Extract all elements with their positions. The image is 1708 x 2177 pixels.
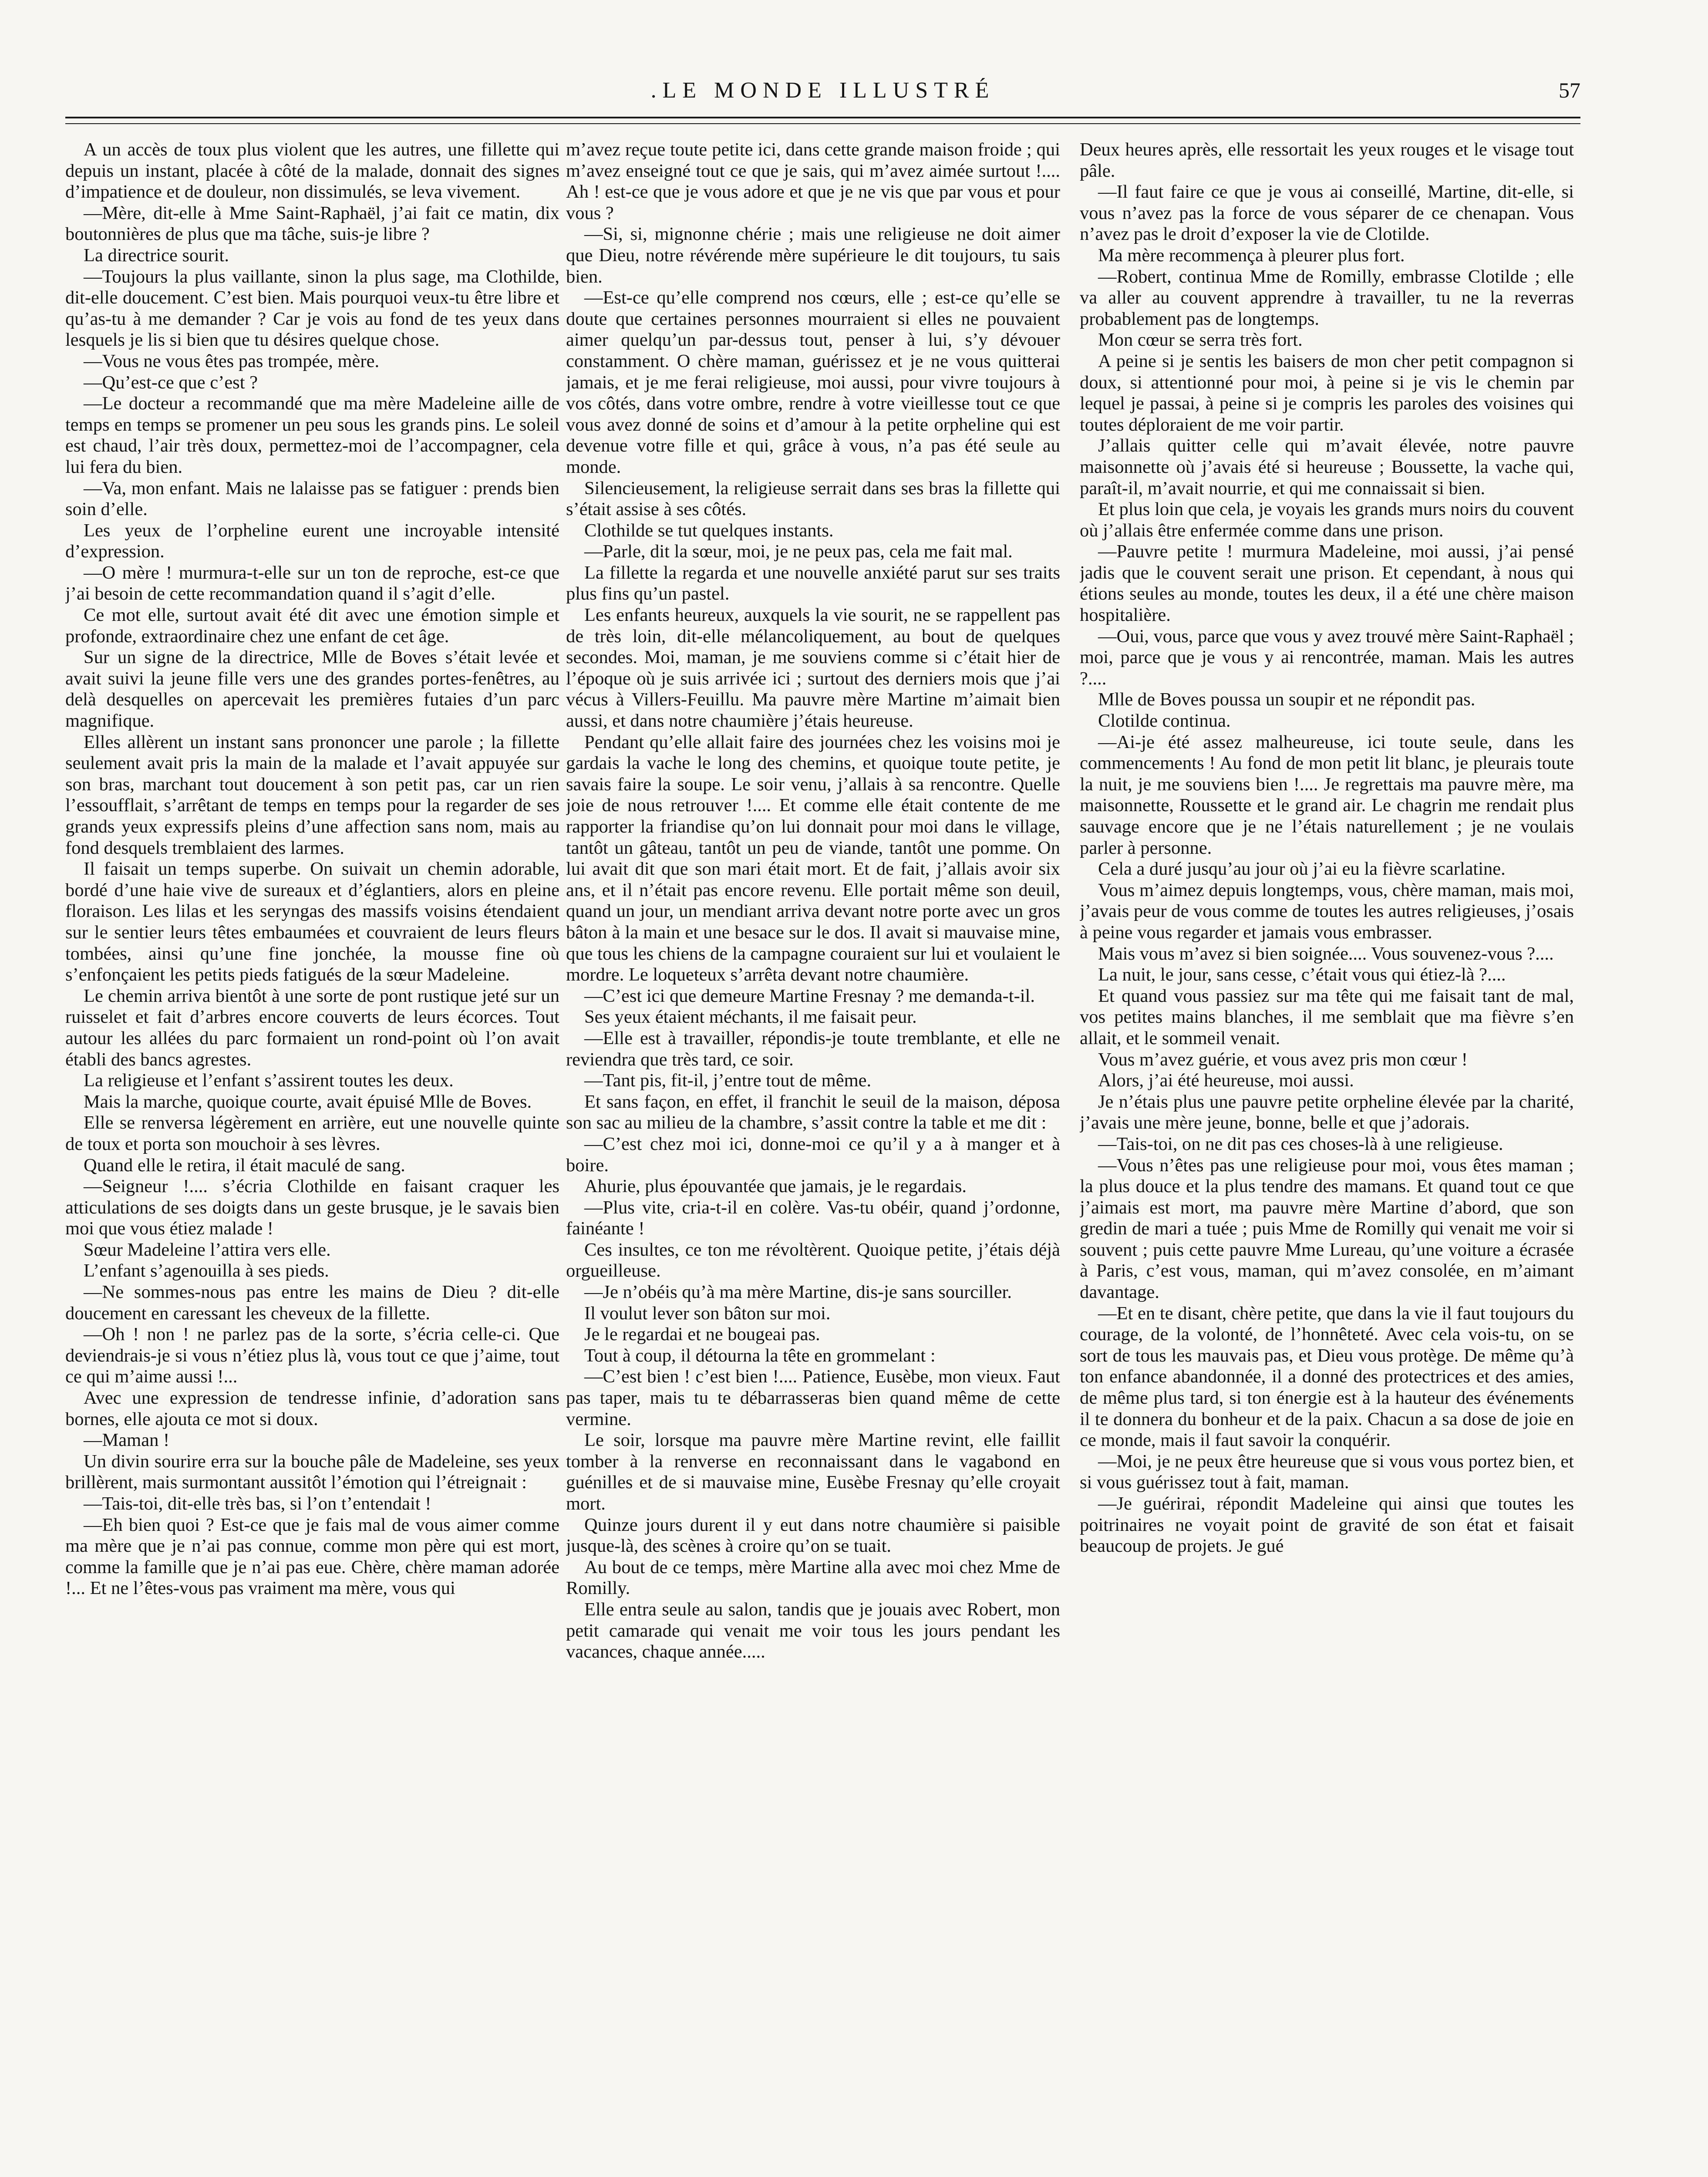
- paragraph: L’enfant s’agenouilla à ses pieds.: [84, 1260, 329, 1281]
- paragraph: Deux heures après, elle ressortait les yeux rouges et le visage tout pâle.: [1080, 139, 1574, 181]
- paragraph: —C’est ici que demeure Martine Fresnay ? me demanda-t-il.: [584, 985, 1035, 1006]
- paragraph: Vous m’avez guérie, et vous avez pris mon cœur !: [1098, 1049, 1468, 1070]
- paragraph: Ces insultes, ce ton me révoltèrent. Quoique petite, j’étais déjà orgueilleuse.: [566, 1239, 1060, 1281]
- page-number: 57: [1559, 78, 1580, 102]
- paragraph: Mais la marche, quoique courte, avait épuisé Mlle de Boves.: [84, 1091, 532, 1112]
- paragraph: —Toujours la plus vaillante, sinon la plus sage, ma Clothilde, dit-elle doucement. C’est bien. Mais pourquoi veux-tu être libre et qu’as-tu à me demander ? Car je vois au fond de tes yeux dans lesquels je lis si bien que tu désires quelque chose.: [65, 266, 559, 350]
- paragraph: —Je n’obéis qu’à ma mère Martine, dis-je sans sourciller.: [584, 1282, 1012, 1303]
- paragraph: Sur un signe de la directrice, Mlle de Boves s’était levée et avait suivi la jeune fille vers une des grandes portes-fenêtres, au delà desquelles on apercevait les premières futaies d’un parc magnifique.: [65, 647, 559, 731]
- paragraph: Sœur Madeleine l’attira vers elle.: [84, 1239, 331, 1260]
- paragraph: —Parle, dit la sœur, moi, je ne peux pas, cela me fait mal.: [584, 541, 1013, 562]
- paragraph: —Eh bien quoi ? Est-ce que je fais mal de vous aimer comme ma mère que je n’ai pas connue, comme mon père qui est mort, comme la famille que je n’ai pas eue. Chère, chère maman adorée !... Et ne l’êtes-vous pas vraiment ma mère, vous qui: [65, 1514, 559, 1599]
- paragraph: —Est-ce qu’elle comprend nos cœurs, elle ; est-ce qu’elle se doute que certaines personnes mourraient si elles ne pouvaient aimer quelqu’un par-dessus tout, penser à lui, s’y dévouer constamment. O chère maman, guérissez et je ne vous quitterai jamais, et je me ferai religieuse, moi aussi, pour vivre toujours à vos côtés, dans votre ombre, rendre à votre vieillesse tout ce que vous avez donné de soins et d’amour à la petite orpheline qui est devenue votre fille et qui, grâce à vous, n’a pas été seule au monde.: [566, 287, 1060, 477]
- paragraph: Ahurie, plus épouvantée que jamais, je le regardais.: [584, 1176, 967, 1197]
- paragraph: Ce mot elle, surtout avait été dit avec une émotion simple et profonde, extraordinaire chez une enfant de cet âge.: [65, 605, 559, 647]
- paragraph: —Il faut faire ce que je vous ai conseillé, Martine, dit-elle, si vous n’avez pas la force de vous séparer de ce chenapan. Vous n’avez pas le droit d’exposer la vie de Clotilde.: [1080, 182, 1574, 245]
- paragraph: Tout à coup, il détourna la tête en grommelant :: [584, 1345, 936, 1366]
- paragraph: —Ne sommes-nous pas entre les mains de Dieu ? dit-elle doucement en caressant les cheveux de la fillette.: [65, 1282, 559, 1324]
- paragraph: Avec une expression de tendresse infinie, d’adoration sans bornes, elle ajouta ce mot si doux.: [65, 1388, 559, 1429]
- paragraph: La religieuse et l’enfant s’assirent toutes les deux.: [84, 1070, 454, 1091]
- paragraph: —C’est bien ! c’est bien !.... Patience, Eusèbe, mon vieux. Faut pas taper, mais tu te débarrasseras bien quand même de cette vermine.: [566, 1366, 1060, 1429]
- paragraph: —Le docteur a recommandé que ma mère Madeleine aille de temps en temps se promener un peu sous les grands pins. Le soleil est chaud, l’air très doux, permettez-moi de l’accompagner, cela lui fera du bien.: [65, 393, 559, 477]
- paragraph: Elles allèrent un instant sans prononcer une parole ; la fillette seulement avait pris la main de la malade et l’avait appuyée sur son bras, marchant tout doucement à son petit pas, car un rien l’essoufflait, s’arrêtant de temps en temps pour la regarder de ses grands yeux expressifs pleins d’une affection sans nom, mais au fond desquels tremblaient des larmes.: [65, 731, 559, 858]
- paragraph: Alors, j’ai été heureuse, moi aussi.: [1098, 1070, 1354, 1091]
- paragraph: —Vous n’êtes pas une religieuse pour moi, vous êtes maman ; la plus douce et la plus tendre des mamans. Et quand tout ce que j’aimais est mort, ma pauvre mère Martine d’abord, que son gredin de mari a tuée ; puis Mme de Romilly qui venait me voir si souvent ; puis cette pauvre Mme Lureau, qu’une voiture a écrasée à Paris, c’est vous, maman, qui m’avez consolée, en m’aimant davantage.: [1080, 1155, 1574, 1303]
- paragraph: —Pauvre petite ! murmura Madeleine, moi aussi, j’ai pensé jadis que le couvent serait une prison. Et cependant, à nous qui étions seules au monde, toutes les deux, il a été une chère maison hospitalière.: [1080, 541, 1574, 626]
- paragraph: —Ai-je été assez malheureuse, ici toute seule, dans les commencements ! Au fond de mon petit lit blanc, je pleurais toute la nuit, je me souviens bien !.... Je regrettais ma pauvre mère, ma maisonnette, Roussette et le grand air. Le chagrin me rendait plus sauvage encore que je ne l’étais naturellement ; je ne voulais parler à personne.: [1080, 731, 1574, 858]
- paragraph: Silencieusement, la religieuse serrait dans ses bras la fillette qui s’était assise à ses côtés.: [566, 478, 1060, 520]
- journal-title: .LE MONDE ILLUSTRÉ: [650, 78, 995, 103]
- paragraph: —Mère, dit-elle à Mme Saint-Raphaël, j’ai fait ce matin, dix boutonnières de plus que ma tâche, suis-je libre ?: [65, 202, 559, 245]
- paragraph: Mais vous m’avez si bien soignée.... Vous souvenez-vous ?....: [1098, 943, 1554, 964]
- paragraph: —Je guérirai, répondit Madeleine qui ainsi que toutes les poitrinaires ne voyait point de gravité de son état et faisait beaucoup de projets. Je gué: [1080, 1493, 1574, 1557]
- paragraph: Les enfants heureux, auxquels la vie sourit, ne se rappellent pas de très loin, dit-elle mélancoliquement, au bout de quelques secondes. Moi, maman, je me souviens comme si c’était hier de l’époque où je suis arrivée ici ; surtout des derniers mois que j’ai vécus à Villers-Feuillu. Ma pauvre mère Martine m’aimait bien aussi, et dans notre chaumière j’étais heureuse.: [566, 605, 1060, 731]
- paragraph: —Si, si, mignonne chérie ; mais une religieuse ne doit aimer que Dieu, notre révérende mère supérieure le dit toujours, tu sais bien.: [566, 224, 1060, 287]
- paragraph: —Et en te disant, chère petite, que dans la vie il faut toujours du courage, de la volonté, de l’honnêteté. Avec cela vois-tu, on se sort de tous les mauvais pas, et Dieu vous protège. De même qu’à ton enfance abandonnée, il a donné des protectrices et des amies, de même plus tard, si ton énergie est à la hauteur des événements il te donnera du bonheur et de la paix. Chacun a sa dose de joie en ce monde, mais il faut savoir la conquérir.: [1080, 1303, 1574, 1451]
- paragraph: —Tant pis, fit-il, j’entre tout de même.: [584, 1070, 872, 1091]
- paragraph: Mlle de Boves poussa un soupir et ne répondit pas.: [1098, 689, 1476, 710]
- paragraph: m’avez reçue toute petite ici, dans cette grande maison froide ; qui m’avez enseigné tout ce que je sais, qui m’avez aimée surtout !.... Ah ! est-ce que je vous adore et que je ne vis que par vous et pour vous ?: [566, 139, 1060, 223]
- paragraph: —Seigneur !.... s’écria Clothilde en faisant craquer les atticulations de ses doigts dans un geste brusque, je le savais bien moi que vous étiez malade !: [65, 1176, 559, 1239]
- paragraph: —Tais-toi, on ne dit pas ces choses-là à une religieuse.: [1098, 1133, 1503, 1154]
- paragraph: —O mère ! murmura-t-elle sur un ton de reproche, est-ce que j’ai besoin de cette recommandation quand il s’agit d’elle.: [65, 562, 559, 604]
- paragraph: A un accès de toux plus violent que les autres, une fillette qui depuis un instant, placée à côté de la malade, donnait des signes d’impatience et de douleur, non dissimulés, se leva vivement.: [65, 139, 559, 202]
- paragraph: Vous m’aimez depuis longtemps, vous, chère maman, mais moi, j’avais peur de vous comme de toutes les autres religieuses, j’osais à peine vous regarder et jamais vous embrasser.: [1080, 880, 1574, 943]
- paragraph: Il voulut lever son bâton sur moi.: [584, 1303, 831, 1324]
- paragraph: La directrice sourit.: [84, 245, 229, 266]
- paragraph: Ses yeux étaient méchants, il me faisait peur.: [584, 1007, 917, 1028]
- paragraph: Et sans façon, en effet, il franchit le seuil de la maison, déposa son sac au milieu de la chambre, s’assit contre la table et me dit :: [566, 1091, 1060, 1133]
- paragraph: Cela a duré jusqu’au jour où j’ai eu la fièvre scarlatine.: [1098, 859, 1506, 880]
- paragraph: —Maman !: [84, 1430, 170, 1451]
- text-column-1: [65, 139, 559, 2177]
- paragraph: Ma mère recommença à pleurer plus fort.: [1098, 245, 1405, 266]
- header-rule-thick: [65, 117, 1580, 118]
- paragraph: Le soir, lorsque ma pauvre mère Martine revint, elle faillit tomber à la renverse en reconnaissant dans le vagabond en guénilles et de si mauvaise mine, Eusèbe Fresnay qu’elle croyait mort.: [566, 1430, 1060, 1514]
- paragraph: —Tais-toi, dit-elle très bas, si l’on t’entendait !: [84, 1493, 431, 1514]
- paragraph: —Robert, continua Mme de Romilly, embrasse Clotilde ; elle va aller au couvent apprendre à travailler, tu ne la reverras probablement pas de longtemps.: [1080, 266, 1574, 329]
- paragraph: A peine si je sentis les baisers de mon cher petit compagnon si doux, si attentionné pour moi, à peine si je vis le chemin par lequel je passai, à peine si je compris les paroles des voisines qui toutes déploraient de me voir partir.: [1080, 350, 1574, 435]
- paragraph: —Plus vite, cria-t-il en colère. Vas-tu obéir, quand j’ordonne, fainéante !: [566, 1197, 1060, 1239]
- header-rule-thin: [65, 123, 1580, 124]
- paragraph: Le chemin arriva bientôt à une sorte de pont rustique jeté sur un ruisselet et fait d’arbres encore couverts de leurs écorces. Tout autour les allées du parc formaient un rond-point où l’on avait établi des bancs agrestes.: [65, 985, 559, 1070]
- paragraph: Elle entra seule au salon, tandis que je jouais avec Robert, mon petit camarade qui venait me voir tous les jours pendant les vacances, chaque année.....: [566, 1599, 1060, 1662]
- text-column-2: [566, 139, 1060, 2177]
- paragraph: Clotilde continua.: [1098, 711, 1231, 731]
- paragraph: —C’est chez moi ici, donne-moi ce qu’il y a à manger et à boire.: [566, 1133, 1060, 1176]
- paragraph: Au bout de ce temps, mère Martine alla avec moi chez Mme de Romilly.: [566, 1557, 1060, 1599]
- paragraph: La fillette la regarda et une nouvelle anxiété parut sur ses traits plus fins qu’un pastel.: [566, 562, 1060, 604]
- paragraph: La nuit, le jour, sans cesse, c’était vous qui étiez-là ?....: [1098, 964, 1506, 985]
- paragraph: Elle se renversa légèrement en arrière, eut une nouvelle quinte de toux et porta son mouchoir à ses lèvres.: [65, 1112, 559, 1154]
- paragraph: Mon cœur se serra très fort.: [1098, 330, 1303, 350]
- paragraph: —Qu’est-ce que c’est ?: [84, 372, 258, 393]
- paragraph: Je n’étais plus une pauvre petite orpheline élevée par la charité, j’avais une mère jeune, bonne, belle et que j’adorais.: [1080, 1091, 1574, 1133]
- paragraph: Et plus loin que cela, je voyais les grands murs noirs du couvent où j’allais être enfermée comme dans une prison.: [1080, 499, 1574, 541]
- paragraph: Quinze jours durent il y eut dans notre chaumière si paisible jusque-là, des scènes à croire qu’on se tuait.: [566, 1514, 1060, 1557]
- text-column-3: [1080, 139, 1574, 2177]
- paragraph: Il faisait un temps superbe. On suivait un chemin adorable, bordé d’une haie vive de sureaux et d’églantiers, alors en pleine floraison. Les lilas et les seryngas des massifs voisins étendaient sur le sentier leurs têtes embaumées et couvraient de leurs fleurs tombées, ainsi qu’une fine jonchée, la mousse fine où s’enfonçaient les petits pieds fatigués de la sœur Madeleine.: [65, 859, 559, 985]
- paragraph: —Vous ne vous êtes pas trompée, mère.: [84, 350, 380, 371]
- paragraph: —Oh ! non ! ne parlez pas de la sorte, s’écria celle-ci. Que deviendrais-je si vous n’étiez plus là, vous tout ce que j’aime, tout ce qui m’aime aussi !...: [65, 1324, 559, 1387]
- paragraph: Un divin sourire erra sur la bouche pâle de Madeleine, ses yeux brillèrent, mais surmontant aussitôt l’émotion qui l’étreignait :: [65, 1451, 559, 1493]
- masthead: [65, 78, 1580, 112]
- paragraph: —Oui, vous, parce que vous y avez trouvé mère Saint-Raphaël ; moi, parce que je vous y ai rencontrée, maman. Mais les autres ?....: [1080, 626, 1574, 689]
- paragraph: —Elle est à travailler, répondis-je toute tremblante, et elle ne reviendra que très tard, ce soir.: [566, 1028, 1060, 1070]
- paragraph: —Moi, je ne peux être heureuse que si vous vous portez bien, et si vous guérissez tout à fait, maman.: [1080, 1451, 1574, 1493]
- paragraph: Quand elle le retira, il était maculé de sang.: [84, 1155, 405, 1176]
- paragraph: Je le regardai et ne bougeai pas.: [584, 1324, 820, 1345]
- paragraph: J’allais quitter celle qui m’avait élevée, notre pauvre maisonnette où j’avais été si heureuse ; Boussette, la vache qui, paraît-il, m’avait nourrie, et qui me connaissait si bien.: [1080, 435, 1574, 499]
- paragraph: Clothilde se tut quelques instants.: [584, 520, 834, 541]
- paragraph: Les yeux de l’orpheline eurent une incroyable intensité d’expression.: [65, 520, 559, 562]
- paragraph: Pendant qu’elle allait faire des journées chez les voisins moi je gardais la vache le long des chemins, et quoique toute petite, je savais faire la soupe. Le soir venu, j’allais à sa rencontre. Quelle joie de nous retrouver !.... Et comme elle était contente de me rapporter la friandise qu’on lui donnait pour moi dans le village, tantôt un gâteau, tantôt un peu de viande, tantôt une pomme. On lui avait dit que son mari était mort. Et de fait, j’allais avoir six ans, et il n’était pas encore revenu. Elle portait même son deuil, quand un jour, un mendiant arriva devant notre porte avec un gros bâton à la main et une besace sur le dos. Il avait si mauvaise mine, que tous les chiens de la campagne couraient sur lui et voulaient le mordre. Le loqueteux s’arrêta devant notre chaumière.: [566, 731, 1060, 985]
- paragraph: Et quand vous passiez sur ma tête qui me faisait tant de mal, vos petites mains blanches, il me semblait que ma fièvre s’en allait, et le sommeil venait.: [1080, 985, 1574, 1048]
- paragraph: —Va, mon enfant. Mais ne lalaisse pas se fatiguer : prends bien soin d’elle.: [65, 478, 559, 520]
